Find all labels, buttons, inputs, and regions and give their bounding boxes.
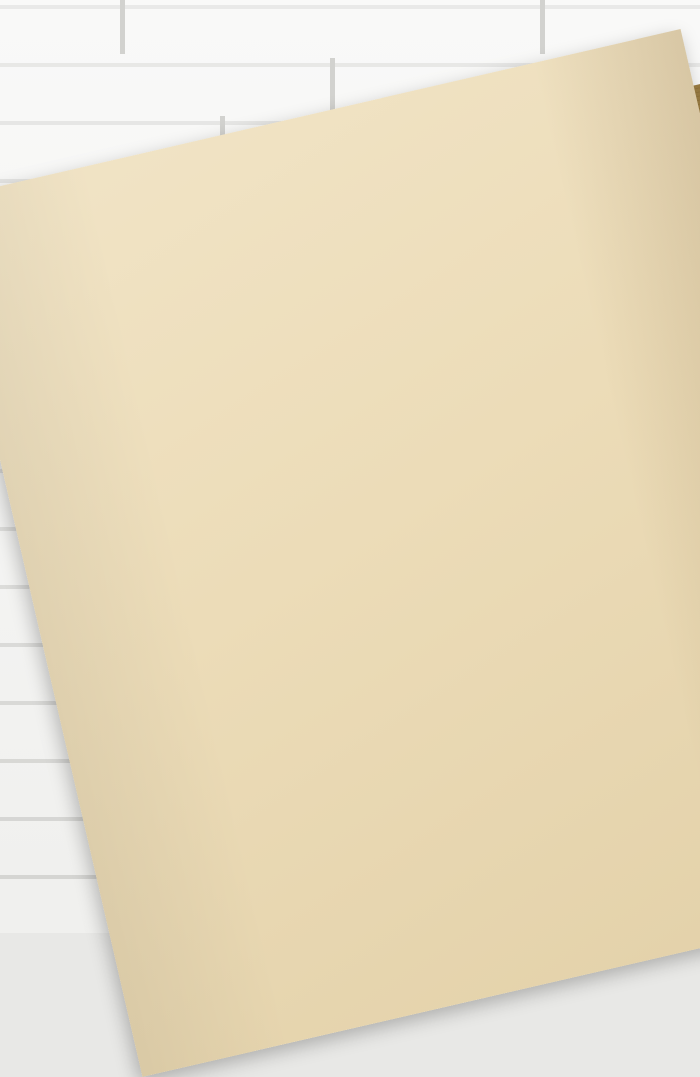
toc-intro-section: [40, 186, 631, 290]
toc-list: [40, 186, 635, 316]
